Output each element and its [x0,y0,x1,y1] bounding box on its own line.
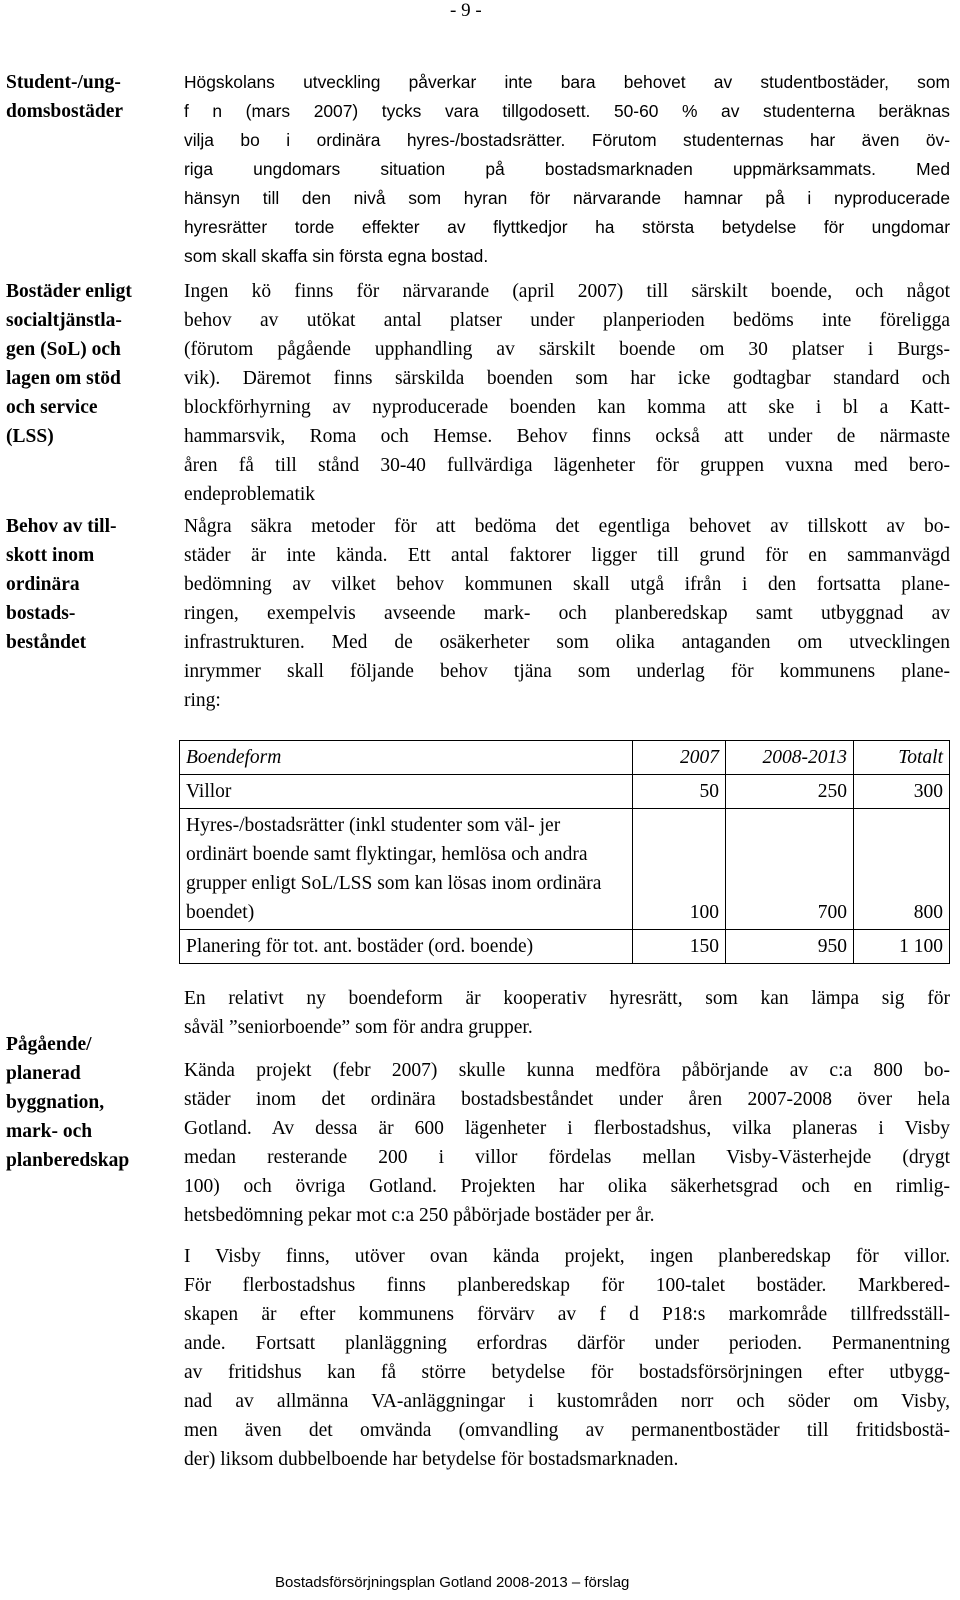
text-line: hyresrätter torde effekter av flyttkedjor ha största betydelse för ungdomar [184,217,950,237]
heading-line: beståndet [6,632,87,653]
table-cell: 300 [854,775,950,809]
text-line: såväl ”seniorboende” som för andra grupper. [184,1017,533,1038]
heading-line: planerad [6,1063,81,1084]
table-header-cell: 2008-2013 [726,741,854,775]
table-row [180,930,950,964]
table-header-cell: Totalt [854,741,950,775]
housing-need-table [179,740,950,964]
text-line: vik). Däremot finns särskilda boenden som har icke godtagbar standard och [184,368,950,389]
text-line: Några säkra metoder för att bedöma det egentliga behovet av tillskott av bo- [184,516,950,537]
heading-line: och service [6,397,98,418]
text-line: men även det omvända (omvandling av permanentbostäder till fritidsbostä- [184,1420,950,1441]
text-line: Ingen kö finns för närvarande (april 2007) till särskilt boende, och något [184,281,950,302]
paragraph-kooperativ [184,984,950,1042]
heading-line: Behov av till- [6,516,117,537]
text-line: åren få till stånd 30-40 fullvärdiga lägenheter för gruppen vuxna med bero- [184,455,950,476]
text-line: der) liksom dubbelboende har betydelse för bostadsmarknaden. [184,1449,679,1470]
text-line: Kända projekt (febr 2007) skulle kunna medföra påbörjande av c:a 800 bo- [184,1060,950,1081]
text-line: bedömning av vilket behov kommunen skall utgå ifrån i den fortsatta plane- [184,574,950,595]
table-cell: 100 [633,809,726,930]
table-header-cell: Boendeform [180,741,633,775]
text-line: Högskolans utveckling påverkar inte bara behovet av studentbostäder, som [184,72,950,92]
text-line: städer inom det ordinära bostadsbeståndet under åren 2007-2008 över hela [184,1089,950,1110]
text-line: inrymmer skall följande behov tjäna som underlag för kommunens plane- [184,661,950,682]
text-line: av fritidshus kan få större betydelse för bostadsförsörjningen efter utbygg- [184,1362,950,1383]
text-line: ande. Fortsatt planläggning erfordras därför under perioden. Permanentning [184,1333,950,1354]
text-line: ring: [184,690,221,711]
text-line: f n (mars 2007) tycks vara tillgodosett. 50-60 % av studenterna beräknas [184,101,950,121]
text-line: (förutom pågående upphandling av särskilt boende om 30 platser i Burgs- [184,339,950,360]
margin-heading-tillskott [6,512,166,657]
text-line: vilja bo i ordinära hyres-/bostadsrätter. Förutom studenternas har även öv- [184,130,950,150]
text-line: medan resterande 200 i villor fördelas mellan Visby-Västerhejde (drygt [184,1147,950,1168]
heading-line: byggnation, [6,1092,105,1113]
heading-line: ordinära [6,574,80,595]
text-line: I Visby finns, utöver ovan kända projekt, ingen planberedskap för villor. [184,1246,950,1267]
table-cell: 950 [726,930,854,964]
paragraph-visby [184,1242,950,1474]
heading-line: (LSS) [6,426,54,447]
paragraph-tillskott [184,512,950,715]
text-line: hammarsvik, Roma och Hemse. Behov finns också att under de närmaste [184,426,950,447]
text-line: som skall skaffa sin första egna bostad. [184,246,489,266]
heading-line: Pågående/ [6,1034,92,1055]
heading-line: gen (SoL) och [6,339,121,360]
margin-heading-sol-lss [6,277,166,451]
heading-line: planberedskap [6,1150,130,1171]
table-row [180,809,950,930]
text-line: städer är inte kända. Ett antal faktorer ligger till grund för en sammanvägd [184,545,950,566]
heading-line: bostads- [6,603,76,624]
paragraph-projekt [184,1056,950,1230]
heading-line: Student-/ung- [6,72,121,93]
heading-line: skott inom [6,545,95,566]
text-line: endeproblematik [184,484,316,505]
table-cell: 250 [726,775,854,809]
text-line: skapen är efter kommunens förvärv av f d P18:s markområde tillfredsställ- [184,1304,950,1325]
text-line: nad av allmänna VA-anläggningar i kustområden norr och söder om Visby, [184,1391,950,1412]
text-line: En relativt ny boendeform är kooperativ hyresrätt, som kan lämpa sig för [184,988,950,1009]
table-row [180,775,950,809]
table-cell: 150 [633,930,726,964]
table-cell-label: Hyres-/bostadsrätter (inkl studenter som väl- jer ordinärt boende samt flyktingar, hemlösa och andra grupper enligt SoL/LSS som kan lösas inom ordinära boendet) [180,809,633,930]
heading-line: Bostäder enligt [6,281,132,302]
text-line: hetsbedömning pekar mot c:a 250 påbörjade bostäder per år. [184,1205,655,1226]
table-cell: 50 [633,775,726,809]
margin-heading-student [6,68,166,126]
table-cell: 700 [726,809,854,930]
text-line: blockförhyrning av nyproducerade boenden kan komma att ske i bl a Katt- [184,397,950,418]
page-number: - 9 - [450,0,482,21]
heading-line: mark- och [6,1121,93,1142]
table-cell-label: Planering för tot. ant. bostäder (ord. boende) [180,930,633,964]
margin-heading-byggnation [6,1030,166,1175]
table-cell: 1 100 [854,930,950,964]
table-cell: 800 [854,809,950,930]
paragraph-student-housing [184,68,950,271]
text-line: Gotland. Av dessa är 600 lägenheter i flerbostadshus, vilka planeras i Visby [184,1118,950,1139]
text-line: För flerbostadshus finns planberedskap för 100-talet bostäder. Markbered- [184,1275,950,1296]
table-cell-label: Villor [180,775,633,809]
text-line: behov av utökat antal platser under planperioden bedöms inte föreligga [184,310,950,331]
text-line: ringen, exempelvis avseende mark- och planberedskap samt utbyggnad av [184,603,950,624]
heading-line: lagen om stöd [6,368,121,389]
text-line: infrastrukturen. Med de osäkerheter som olika antaganden om utvecklingen [184,632,950,653]
heading-line: socialtjänstla- [6,310,122,331]
text-line: riga ungdomars situation på bostadsmarknaden uppmärksammats. Med [184,159,950,179]
table-header-cell: 2007 [633,741,726,775]
paragraph-sol-lss [184,277,950,509]
page-footer: Bostadsförsörjningsplan Gotland 2008-2013 – förslag [275,1574,630,1591]
heading-line: domsbostäder [6,101,124,122]
text-line: 100) och övriga Gotland. Projekten har olika säkerhetsgrad och en rimlig- [184,1176,950,1197]
text-line: hänsyn till den nivå som hyran för närvarande hamnar på i nyproducerade [184,188,950,208]
table-header-row [180,741,950,775]
